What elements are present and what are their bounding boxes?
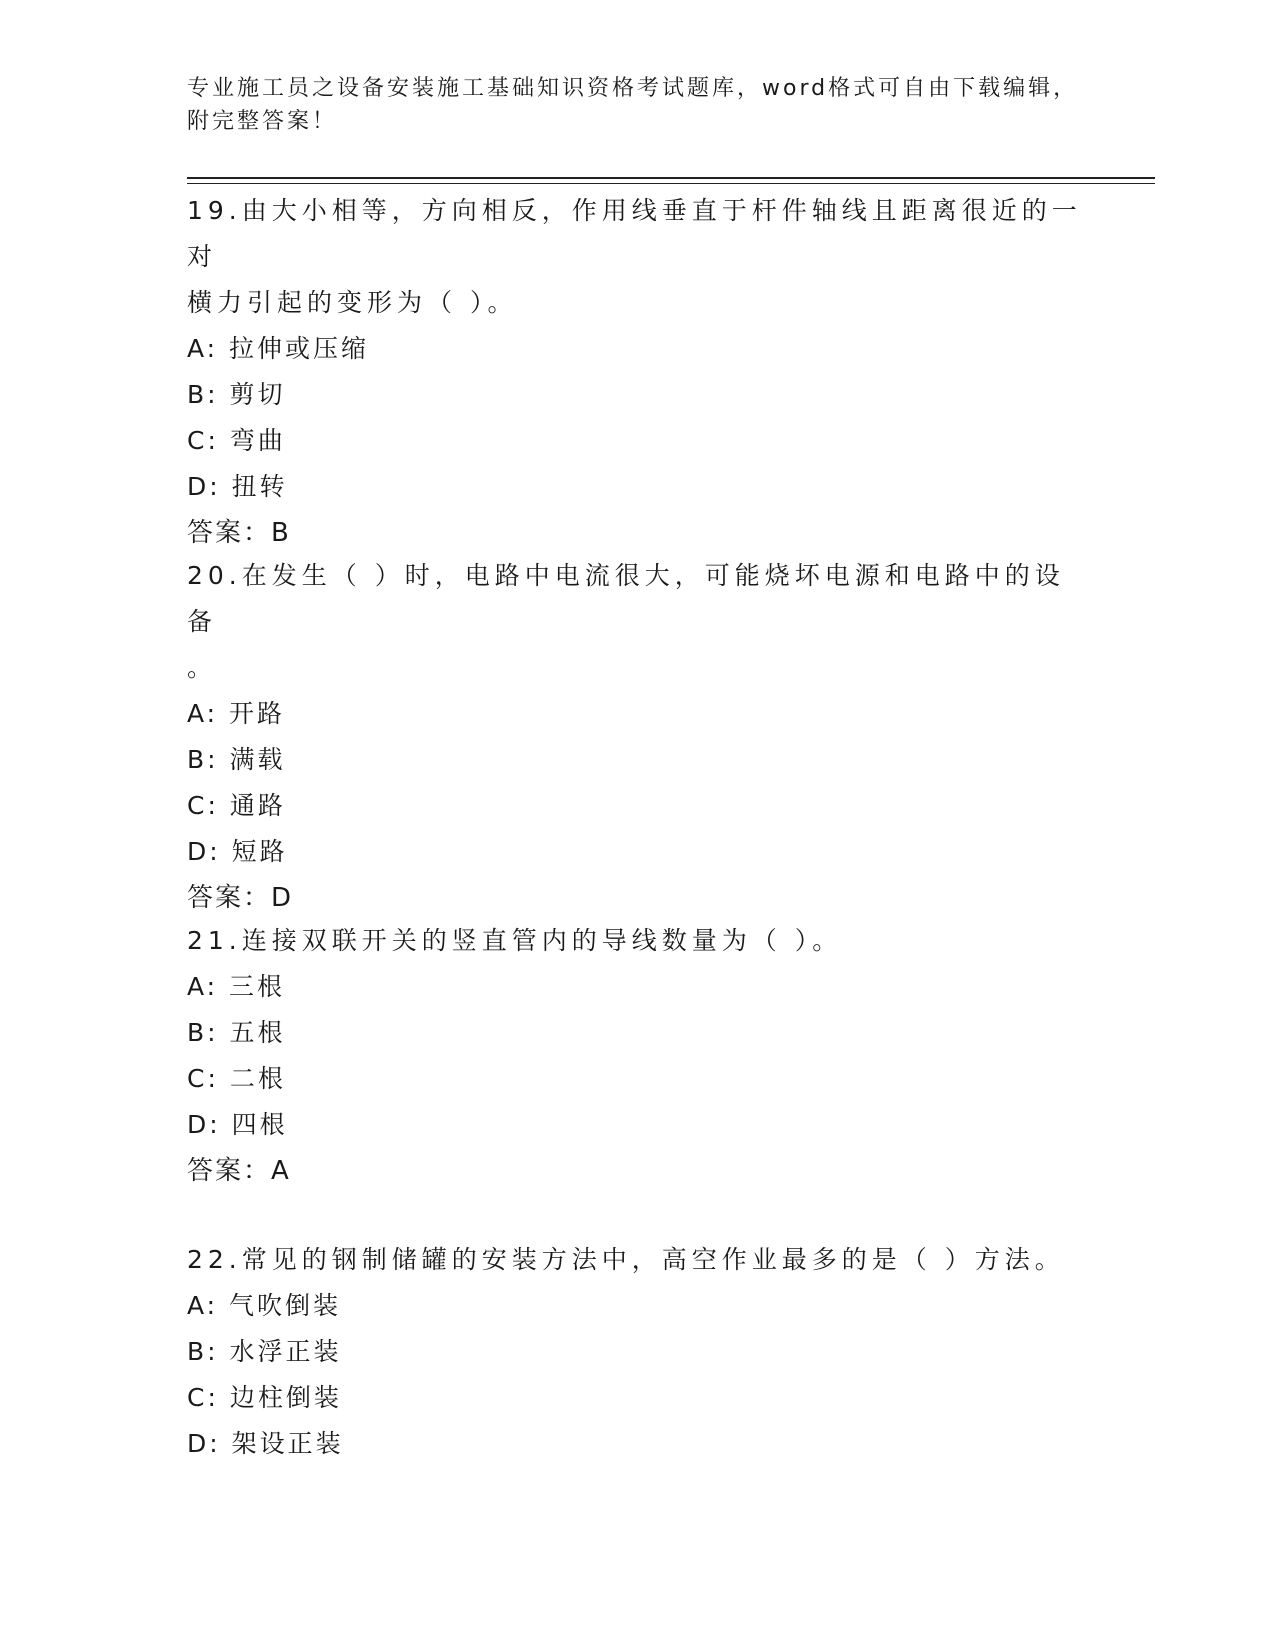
option-a: A: 开路 (187, 699, 286, 728)
question-stem-line-2: 横力引起的变形为（ ）。 (187, 288, 518, 317)
question-22 (187, 1237, 1087, 1467)
option-d: D: 四根 (187, 1110, 288, 1139)
option-a: A: 三根 (187, 972, 286, 1001)
question-stem-line-1: 22.常见的钢制储罐的安装方法中，高空作业最多的是（ ）方法。 (187, 1245, 1065, 1274)
question-21 (187, 918, 1087, 1194)
option-a: A: 气吹倒装 (187, 1291, 342, 1320)
option-b: B: 满载 (187, 745, 286, 774)
option-b: B: 水浮正装 (187, 1337, 342, 1366)
option-d: D: 短路 (187, 837, 288, 866)
header-divider-thin (187, 183, 1155, 184)
question-stem-line-1: 20.在发生（ ）时，电路中电流很大，可能烧坏电源和电路中的设备 (187, 561, 1065, 636)
question-stem-line-1: 21.连接双联开关的竖直管内的导线数量为（ ）。 (187, 926, 843, 955)
option-c: C: 边柱倒装 (187, 1383, 342, 1412)
header-line-1: 专业施工员之设备安装施工基础知识资格考试题库，word格式可自由下载编辑， (187, 76, 1079, 101)
document-header (187, 72, 1087, 138)
option-a: A: 拉伸或压缩 (187, 334, 370, 363)
answer: 答案：B (187, 518, 291, 548)
question-19 (187, 188, 1087, 556)
option-d: D: 扭转 (187, 472, 288, 501)
header-divider-thick (187, 177, 1155, 179)
option-c: C: 通路 (187, 791, 286, 820)
answer: 答案：A (187, 1156, 291, 1186)
question-stem-line-2: 。 (187, 653, 218, 682)
option-b: B: 剪切 (187, 380, 286, 409)
option-c: C: 弯曲 (187, 426, 286, 455)
question-stem-line-1: 19.由大小相等，方向相反，作用线垂直于杆件轴线且距离很近的一对 (187, 196, 1082, 271)
option-b: B: 五根 (187, 1018, 286, 1047)
option-d: D: 架设正装 (187, 1429, 344, 1458)
question-20 (187, 553, 1087, 921)
answer: 答案：D (187, 883, 294, 913)
header-line-2: 附完整答案！ (187, 109, 338, 134)
option-c: C: 二根 (187, 1064, 286, 1093)
